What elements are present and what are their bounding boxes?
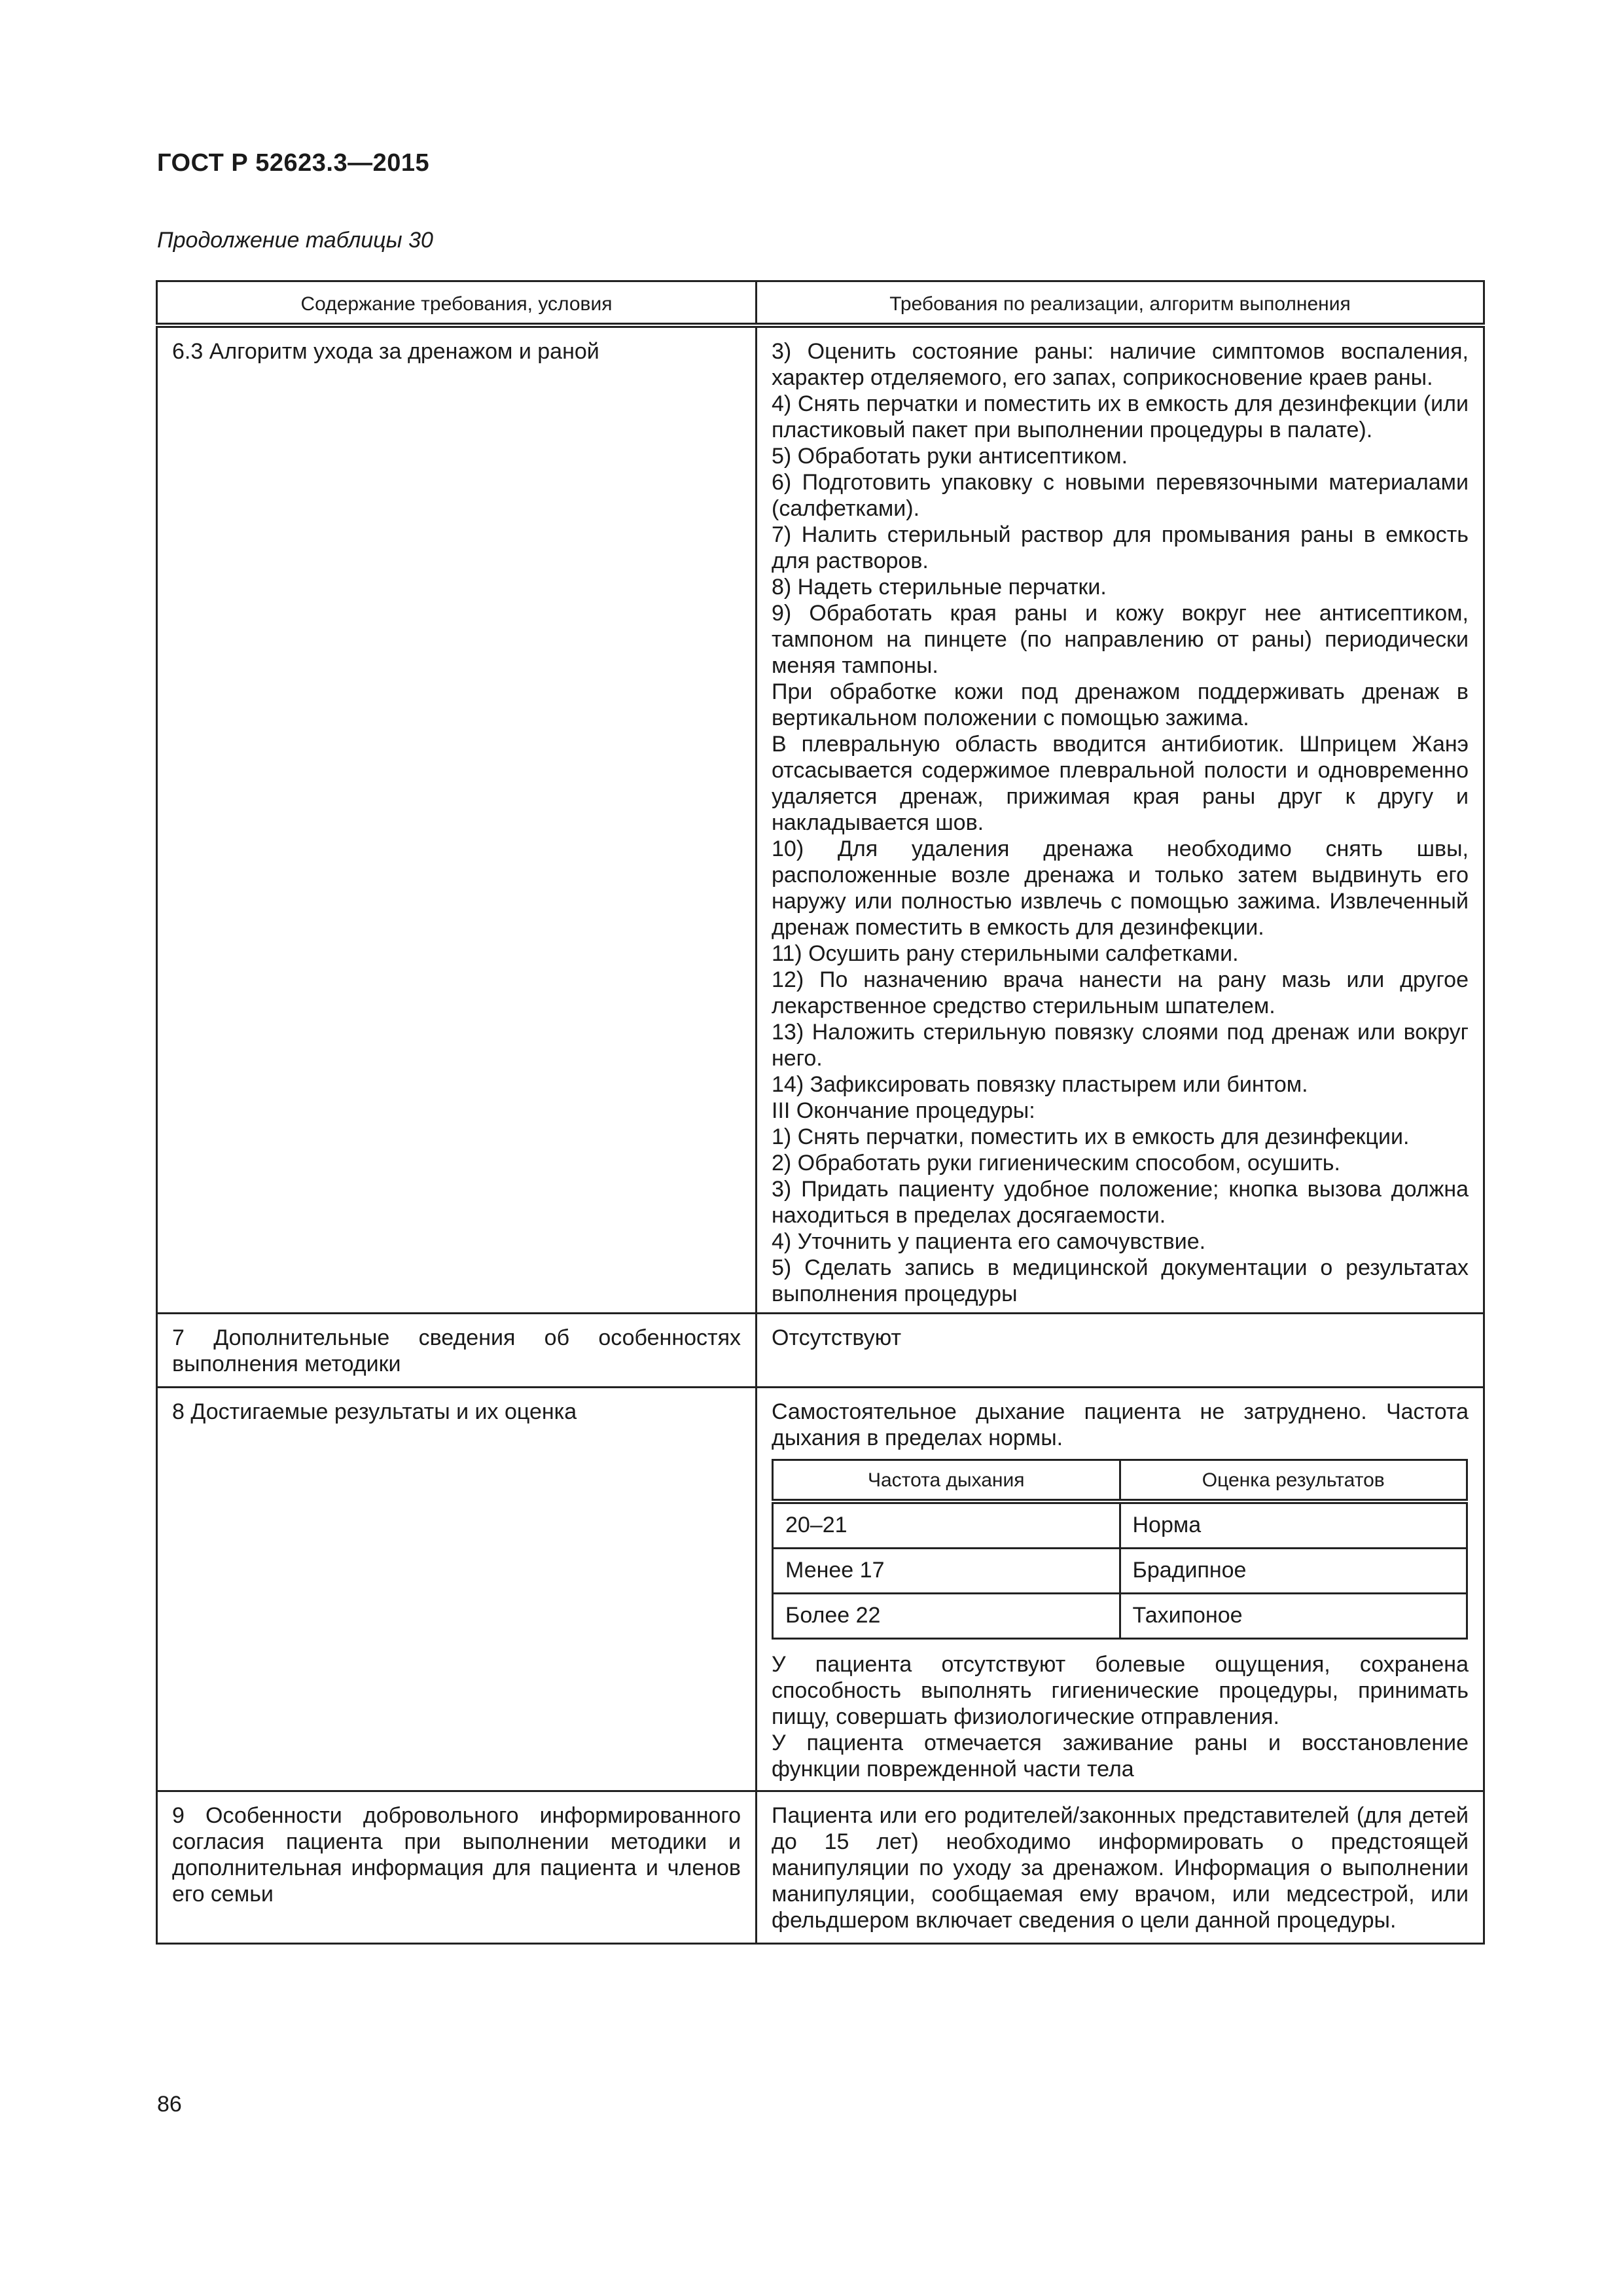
step-line: 14) Зафиксировать повязку пластырем или бинтом. [772,1072,1308,1097]
rate-cell: Более 22 [773,1594,1120,1639]
evaluation-cell: Норма [1120,1501,1467,1549]
inner-header-rate: Частота дыхания [773,1460,1120,1502]
table-row [157,1791,1484,1944]
results-intro: Самостоятельное дыхание пациента не затруднено. Частота дыхания в пределах нормы. [772,1399,1469,1450]
table-row [157,1388,1484,1791]
requirement-text: 8 Достигаемые результаты и их оценка [172,1399,577,1424]
step-line: 7) Налить стерильный раствор для промывания раны в емкость для растворов. [772,522,1469,573]
table-row [157,1314,1484,1388]
row-implementation-cell [757,325,1484,1314]
step-line: 6) Подготовить упаковку с новыми перевязочными материалами (салфетками). [772,470,1469,521]
requirement-text: 9 Особенности добровольного информированного согласия пациента при выполнении методики и дополнительная информация для пациента и членов его семьи [172,1803,741,1907]
inner-header-row [773,1460,1467,1502]
step-line: 5) Обработать руки антисептиком. [772,444,1128,469]
inner-header-evaluation: Оценка результатов [1120,1460,1467,1502]
row-requirement-cell [157,1314,757,1388]
inner-row [773,1594,1467,1639]
step-line: III Окончание процедуры: [772,1098,1035,1123]
step-line: 4) Снять перчатки и поместить их в емкость для дезинфекции (или пластиковый пакет при выполнении процедуры в палате). [772,391,1469,442]
step-line: В плевральную область вводится антибиотик. Шприцем Жанэ отсасывается содержимое плевральной полости и одновременно удаляется дренаж, прижимая края раны друг к другу и накладывается шов. [772,732,1469,835]
step-line: 9) Обработать края раны и кожу вокруг нее антисептиком, тампоном на пинцете (по направлению от раны) периодически меняя тампоны. [772,601,1469,678]
evaluation-cell: Тахипоное [1120,1594,1467,1639]
step-line: 8) Надеть стерильные перчатки. [772,575,1107,600]
requirement-text: 7 Дополнительные сведения об особенностях выполнения методики [172,1325,741,1376]
step-line: 3) Придать пациенту удобное положение; кнопка вызова должна находиться в пределах досягаемости. [772,1177,1469,1228]
inner-row [773,1501,1467,1549]
step-line: 2) Обработать руки гигиеническим способом, осушить. [772,1151,1340,1175]
requirement-text: 6.3 Алгоритм ухода за дренажом и раной [172,339,599,364]
requirements-table [156,280,1485,1945]
row-requirement-cell [157,1791,757,1944]
step-line: 12) По назначению врача нанести на рану мазь или другое лекарственное средство стерильным шпателем. [772,967,1469,1018]
step-line: 5) Сделать запись в медицинской документации о результатах выполнения процедуры [772,1255,1469,1306]
step-line: 4) Уточнить у пациента его самочувствие. [772,1229,1206,1254]
rate-cell: 20–21 [773,1501,1120,1549]
rate-cell: Менее 17 [773,1549,1120,1594]
step-line: 11) Осушить рану стерильными салфетками. [772,941,1239,966]
table-row [157,325,1484,1314]
implementation-text: Пациента или его родителей/законных представителей (для детей до 15 лет) необходимо информировать о предстоящей манипуляции по уходу за дренажом. Информация о выполнении манипуляции, сообщаемая ему врачом, или медсестрой, или фельдшером включает сведения о цели данной процедуры. [772,1803,1469,1933]
step-line: 13) Наложить стерильную повязку слоями под дренаж или вокруг него. [772,1020,1469,1071]
breathing-rate-table [772,1459,1468,1640]
step-line: 3) Оценить состояние раны: наличие симптомов воспаления, характер отделяемого, его запах, соприкосновение краев раны. [772,339,1469,390]
row-implementation-cell [757,1791,1484,1944]
step-line: 1) Снять перчатки, поместить их в емкость для дезинфекции. [772,1124,1410,1149]
row-implementation-cell [757,1314,1484,1388]
step-line: При обработке кожи под дренажом поддерживать дренаж в вертикальном положении с помощью зажима. [772,679,1469,730]
table-caption: Продолжение таблицы 30 [157,228,433,253]
implementation-text: Отсутствуют [772,1325,902,1350]
results-text: У пациента отсутствуют болевые ощущения, сохранена способность выполнять гигиенические процедуры, принимать пищу, совершать физиологические отправления. [772,1652,1469,1729]
results-text: У пациента отмечается заживание раны и восстановление функции поврежденной части тела [772,1731,1469,1782]
inner-row [773,1549,1467,1594]
row-requirement-cell [157,325,757,1314]
page-number: 86 [157,2092,182,2117]
row-requirement-cell [157,1388,757,1791]
step-line: 10) Для удаления дренажа необходимо снять швы, расположенные возле дренажа и только затем выдвинуть его наружу или полностью извлечь с помощью зажима. Извлеченный дренаж поместить в емкость для дезинфекции. [772,836,1469,940]
document-code: ГОСТ Р 52623.3—2015 [157,149,430,177]
table-header-row [157,281,1484,326]
row-implementation-cell [757,1388,1484,1791]
column-header-requirement: Содержание требования, условия [157,281,757,326]
evaluation-cell: Брадипное [1120,1549,1467,1594]
column-header-implementation: Требования по реализации, алгоритм выполнения [757,281,1484,326]
